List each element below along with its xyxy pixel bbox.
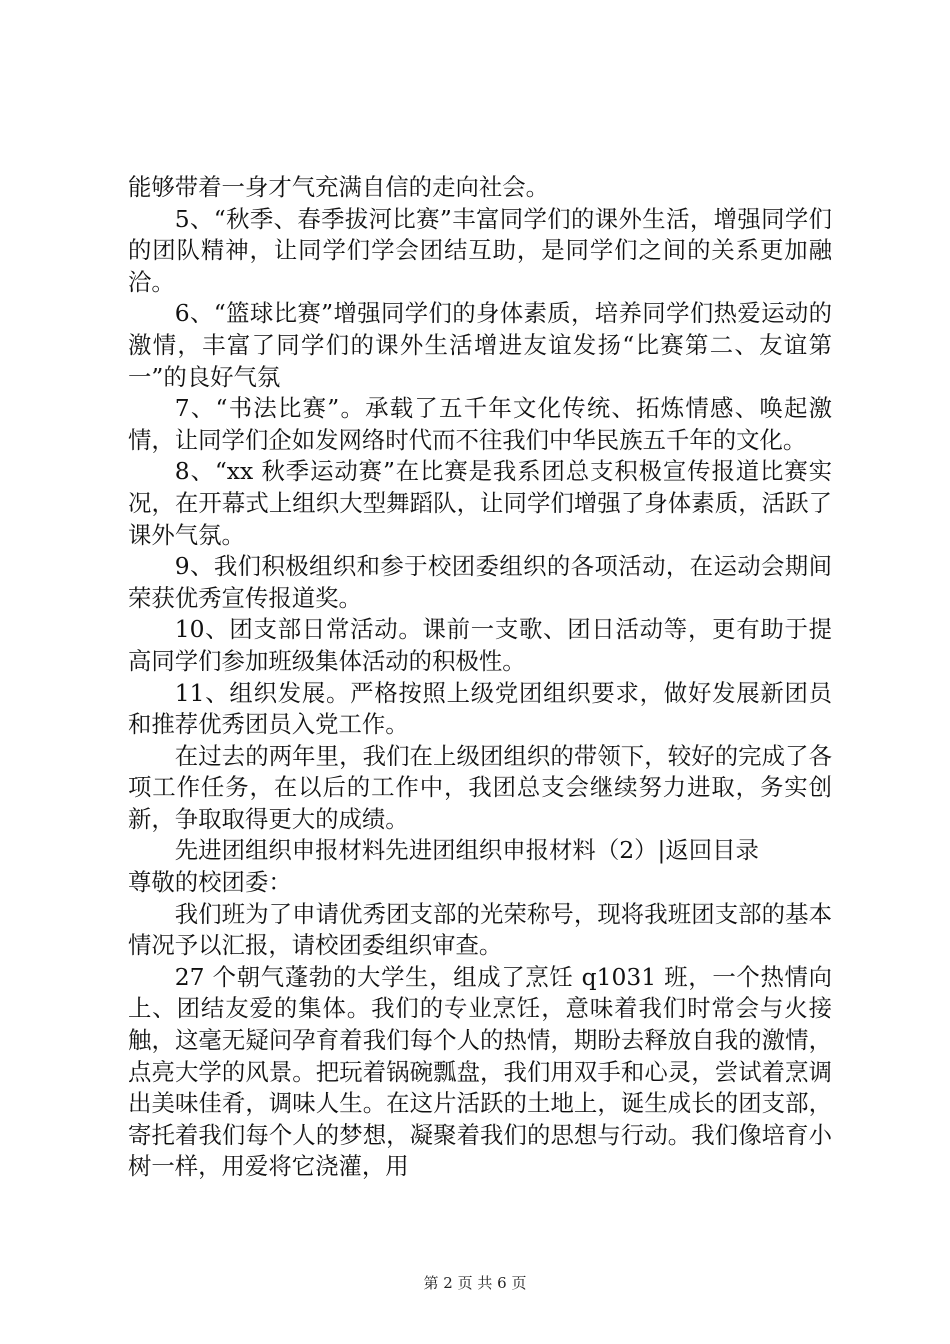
- paragraph: 我们班为了申请优秀团支部的光荣称号，现将我班团支部的基本情况予以汇报，请校团委组织审查。: [128, 899, 832, 960]
- paragraph: 7、“书法比赛”。承载了五千年文化传统、拓炼情感、唤起激情，让同学们企如发网络时代而不往我们中华民族五千年的文化。: [128, 394, 832, 454]
- paragraph: 27 个朝气蓬勃的大学生，组成了烹饪 q1031 班，一个热情向上、团结友爱的集体。我们的专业烹饪，意味着我们时常会与火接触，这毫无疑问孕育着我们每个人的热情，期盼去释放自我的激情，点亮大学的风景。把玩着锅碗瓢盘，我们用双手和心灵，尝试着烹调出美味佳肴，调味人生。在这片活跃的土地上，诞生成长的团支部，寄托着我们每个人的梦想，凝聚着我们的思想与行动。我们像培育小树一样，用爱将它浇灌，用: [128, 962, 832, 1181]
- section-link-line[interactable]: 先进团组织申报材料先进团组织申报材料（2）|返回目录: [174, 836, 759, 865]
- paragraph: 能够带着一身才气充满自信的走向社会。: [128, 173, 550, 201]
- paragraph: 9、我们积极组织和参于校团委组织的各项活动，在运动会期间荣获优秀宣传报道奖。: [128, 552, 832, 612]
- document-body: [128, 172, 832, 1183]
- paragraph: 8、“xx 秋季运动赛”在比赛是我系团总支积极宣传报道比赛实况，在开幕式上组织大型舞蹈队，让同学们增强了身体素质，活跃了课外气氛。: [128, 457, 832, 549]
- page-footer: 第 2 页 共 6 页: [423, 1274, 527, 1292]
- paragraph: 11、组织发展。严格按照上级党团组织要求，做好发展新团员和推荐优秀团员入党工作。: [128, 678, 832, 739]
- paragraph: 5、“秋季、春季拔河比赛”丰富同学们的课外生活，增强同学们的团队精神，让同学们学会团结互助，是同学们之间的关系更加融洽。: [128, 204, 832, 296]
- salutation: 尊敬的校团委：: [128, 868, 292, 897]
- paragraph: 10、团支部日常活动。课前一支歌、团日活动等，更有助于提高同学们参加班级集体活动的积极性。: [128, 615, 832, 675]
- paragraph: 在过去的两年里，我们在上级团组织的带领下，较好的完成了各项工作任务，在以后的工作中，我团总支会继续努力进取，务实创新，争取取得更大的成绩。: [128, 741, 832, 833]
- paragraph: 6、“篮球比赛”增强同学们的身体素质，培养同学们热爱运动的激情，丰富了同学们的课外生活增进友谊发扬“比赛第二、友谊第一”的良好气氛: [128, 299, 832, 391]
